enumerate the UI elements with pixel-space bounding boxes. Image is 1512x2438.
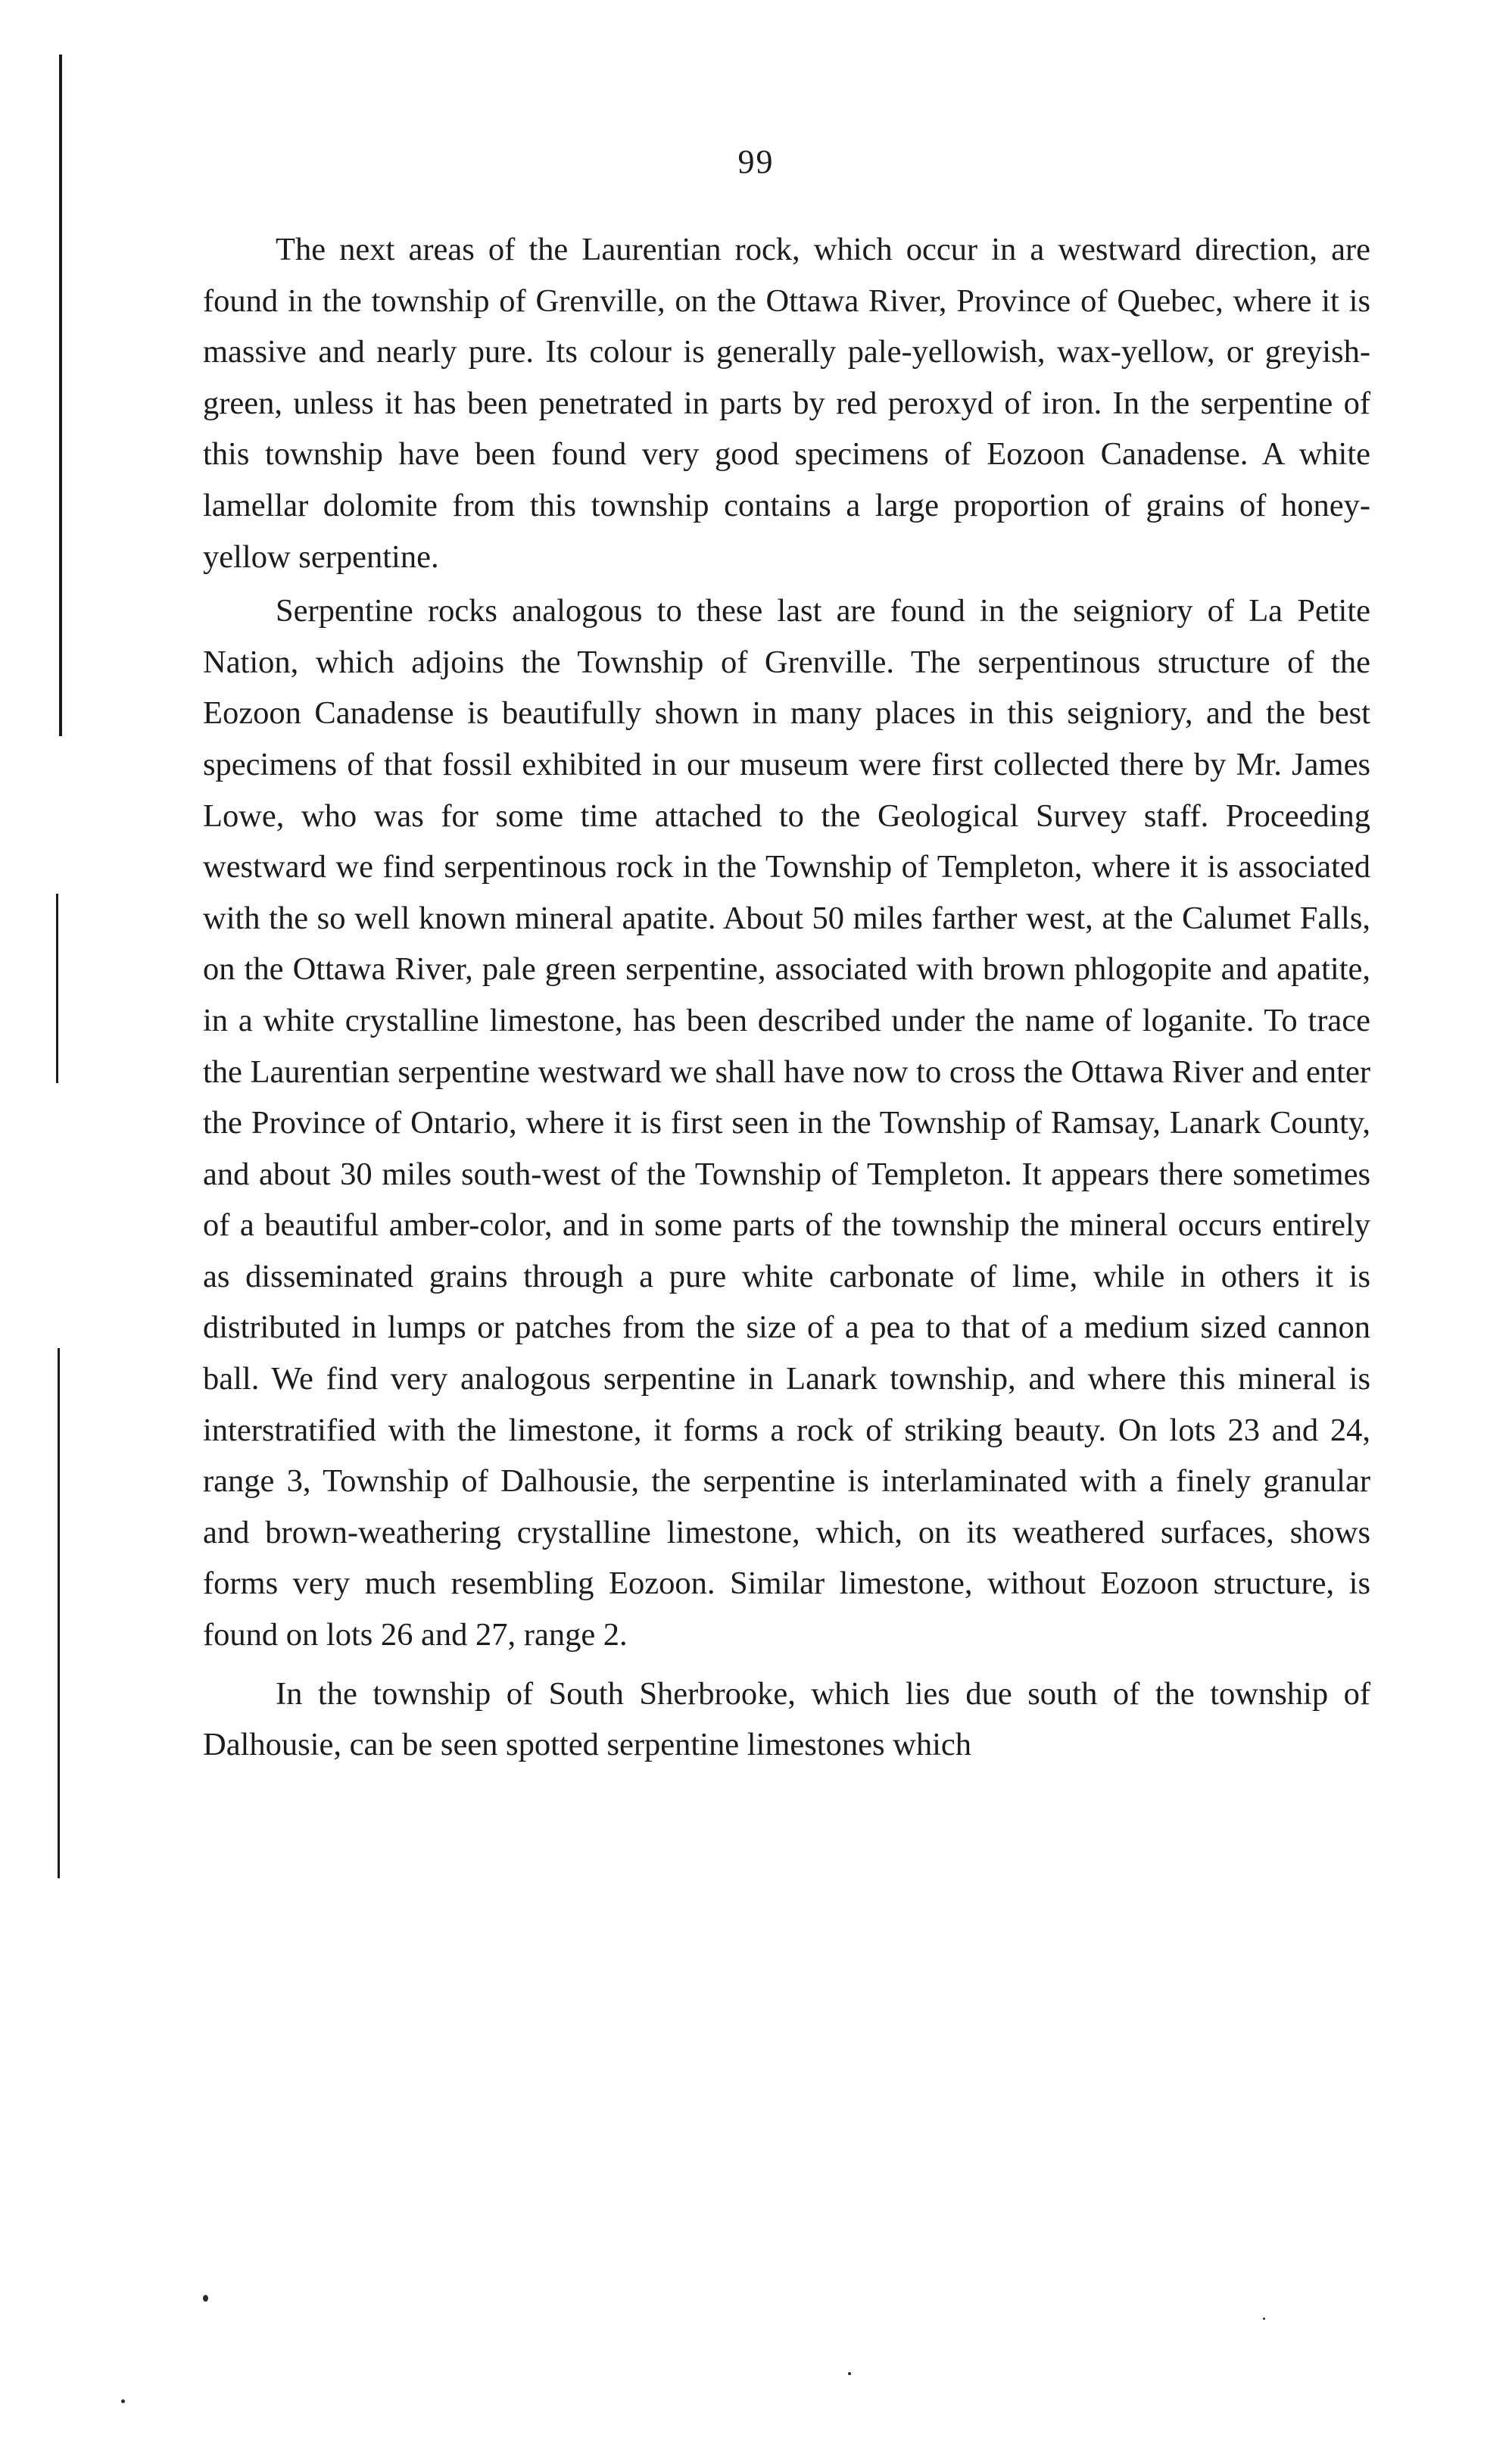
margin-rule — [56, 894, 58, 1083]
paragraph: Serpentine rocks analogous to these last are found in the seigniory of La Petite Nation, which adjoins the Township of Grenville. The serpentinous structure of the Eozoon Canadense is beautifully shown in many places in this seigniory, and the best specimens of that fossil exhibited in our museum were first collected there by Mr. James Lowe, who was for some time attached to the Geological Survey staff. Proceeding westward we find serpentinous rock in the Township of Templeton, where it is associated with the so well known mineral apatite. About 50 miles farther west, at the Calumet Falls, on the Ottawa River, pale green serpentine, associated with brown phlogopite and apatite, in a white crystalline limestone, has been described under the name of loganite. To trace the Laurentian serpentine westward we shall have now to cross the Ottawa River and enter the Province of Ontario, where it is first seen in the Township of Ramsay, Lanark County, and about 30 miles south-west of the Township of Templeton. It appears there sometimes of a beautiful amber-color, and in some parts of the township the mineral occurs entirely as disseminated grains through a pure white carbonate of lime, while in others it is distributed in lumps or patches from the size of a pea to that of a medium sized cannon ball. We find very analogous serpentine in Lanark township, and where this mineral is interstratified with the limestone, it forms a rock of striking beauty. On lots 23 and 24, range 3, Township of Dalhousie, the serpentine is interlaminated with a finely granular and brown-weathering crystalline limestone, which, on its weathered surfaces, shows forms very much resembling Eozoon. Similar limestone, without Eozoon structure, is found on lots 26 and 27, range 2. — [203, 593, 1370, 1653]
paragraph: The next areas of the Laurentian rock, which occur in a westward direction, are found in the township of Grenville, on the Ottawa River, Province of Quebec, where it is massive and nearly pure. Its colour is generally pale-yellowish, wax-yellow, or greyish-green, unless it has been penetrated in parts by red peroxyd of iron. In the serpentine of this township have been found very good specimens of Eozoon Canadense. A white lamellar dolomite from this township contains a large proportion of grains of honey-yellow serpentine. — [203, 232, 1370, 575]
ink-speck — [1263, 2318, 1265, 2320]
ink-speck — [121, 2399, 125, 2403]
ink-speck — [203, 2295, 208, 2302]
margin-rule — [58, 1348, 60, 1878]
body-text — [203, 224, 1370, 1771]
page-number: 99 — [737, 143, 775, 180]
ink-speck — [848, 2372, 851, 2375]
paragraph: In the township of South Sherbrooke, which lies due south of the township of Dalhousie, can be seen spotted serpentine limestones which — [203, 1675, 1370, 1763]
